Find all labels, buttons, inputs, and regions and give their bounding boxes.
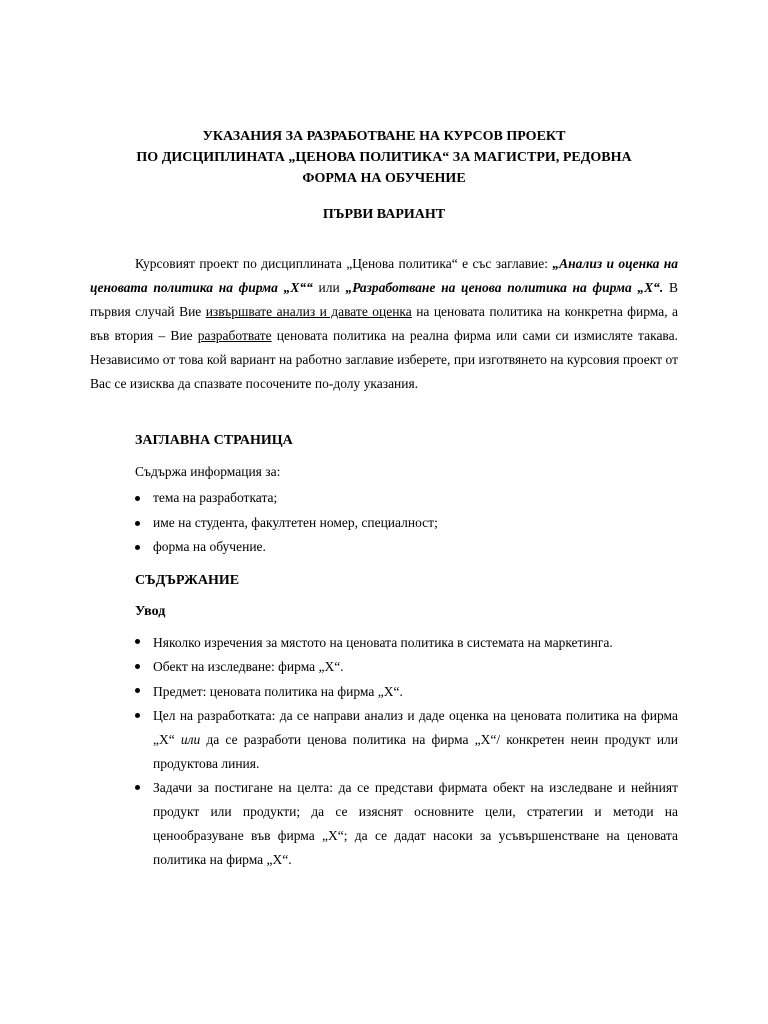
title-page-heading: ЗАГЛАВНА СТРАНИЦА bbox=[135, 433, 293, 448]
list-item: форма на обучение. bbox=[135, 537, 678, 557]
intro-paragraph bbox=[90, 252, 678, 395]
contents-heading: СЪДЪРЖАНИЕ bbox=[135, 573, 240, 588]
intro-subheading: Увод bbox=[135, 604, 166, 619]
list-item: Няколко изречения за мястото на ценовата политика в системата на маркетинга. bbox=[135, 631, 678, 655]
title-page-list bbox=[135, 488, 678, 562]
working-title-a: „Анализ и оценка на ценовата политика на фирма „Х““ bbox=[90, 256, 678, 295]
working-title-b: „Разработване на ценова политика на фирма „Х“. bbox=[345, 279, 664, 295]
list-item: Предмет: ценовата политика на фирма „Х“. bbox=[135, 680, 678, 704]
intro-list bbox=[135, 631, 678, 873]
document-title bbox=[90, 126, 678, 189]
title-line-2: ПО ДИСЦИПЛИНАТА „ЦЕНОВА ПОЛИТИКА“ ЗА МАГИСТРИ, РЕДОВНА bbox=[136, 150, 632, 165]
list-item-goal: Цел на разработката: да се направи анализ и даде оценка на ценовата политика на фирма „Х“ или да се разработи ценова политика на фирма „Х“/ конкретен неин продукт или продуктова линия. bbox=[135, 704, 678, 776]
list-item: тема на разработката; bbox=[135, 488, 678, 508]
intro-text-4: на ценовата политика на конкретна фирма, а във втория – Вие bbox=[90, 303, 678, 343]
title-line-3: ФОРМА НА ОБУЧЕНИЕ bbox=[302, 171, 466, 186]
emphasis-or: или bbox=[180, 732, 201, 748]
list-item: Обект на изследване: фирма „Х“. bbox=[135, 655, 678, 679]
intro-text-5: ценовата политика на реална фирма или сами си измисляте такава. Независимо от това кой вариант на работно заглавие изберете, при изготвянето на курсовия проект от Вас се изисква да спазвате посочените по-долу указания. bbox=[90, 327, 678, 391]
underlined-develop: разработвате bbox=[197, 327, 272, 343]
intro-text-1: Курсовият проект по дисциплината „Ценова политика“ е със заглавие: bbox=[135, 256, 553, 271]
list-item-tasks: Задачи за постигане на целта: да се представи фирмата обект на изследване и нейният продукт или продукти; да се изяснят основните цели, стратегии и методи на ценообразуване във фирма „Х“; да се дадат насоки за усъвършенстване на ценовата политика на фирма „Х“. bbox=[135, 776, 678, 872]
intro-text-2: или bbox=[312, 279, 346, 295]
variant-heading: ПЪРВИ ВАРИАНТ bbox=[322, 207, 446, 222]
title-line-1: УКАЗАНИЯ ЗА РАЗРАБОТВАНЕ НА КУРСОВ ПРОЕКТ bbox=[202, 129, 566, 144]
list-item: име на студента, факултетен номер, специалност; bbox=[135, 513, 678, 533]
intro-text-3: В първия случай Вие bbox=[90, 279, 678, 319]
underlined-analysis: извършвате анализ и давате оценка bbox=[205, 303, 412, 319]
title-page-intro: Съдържа информация за: bbox=[135, 464, 281, 479]
